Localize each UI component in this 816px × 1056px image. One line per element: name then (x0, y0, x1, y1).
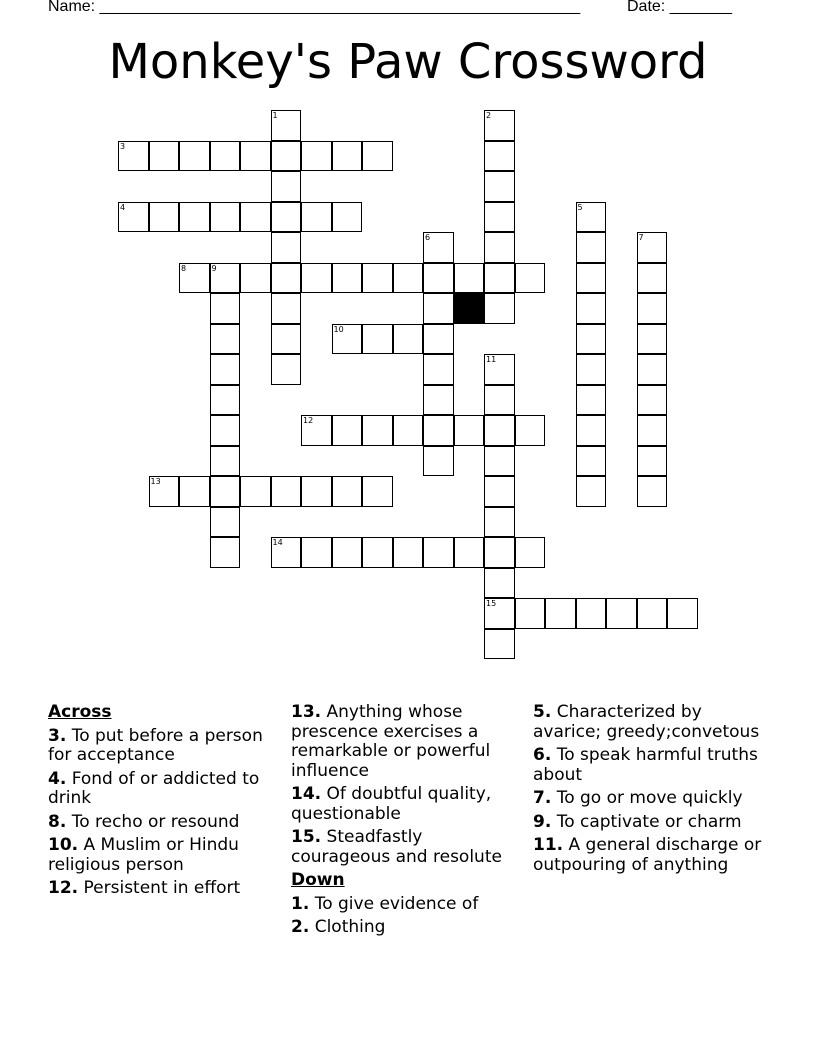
crossword-cell[interactable] (576, 415, 607, 446)
crossword-cell[interactable] (149, 476, 180, 507)
crossword-cell[interactable] (240, 263, 271, 294)
clue-item (533, 703, 773, 742)
crossword-cell[interactable] (484, 232, 515, 263)
clue-item (48, 836, 280, 875)
crossword-cell[interactable] (423, 354, 454, 385)
crossword-cell[interactable] (301, 476, 332, 507)
clue-item (291, 828, 523, 867)
crossword-cell[interactable] (484, 110, 515, 141)
clue-number: 2 (486, 111, 492, 120)
clue-item (291, 785, 523, 824)
crossword-cell[interactable] (484, 446, 515, 477)
crossword-cell[interactable] (301, 202, 332, 233)
crossword-cell[interactable] (545, 598, 576, 629)
crossword-cell[interactable] (667, 598, 698, 629)
crossword-cell[interactable] (576, 446, 607, 477)
crossword-cell[interactable] (210, 415, 241, 446)
clue-item (291, 703, 523, 781)
clue-item-number: 5. (533, 702, 552, 722)
clue-item (48, 813, 280, 833)
crossword-cell[interactable] (637, 293, 668, 324)
crossword-cell[interactable] (271, 293, 302, 324)
crossword-cell[interactable] (606, 598, 637, 629)
clue-number: 4 (120, 202, 126, 212)
crossword-cell[interactable] (393, 324, 424, 355)
crossword-cell[interactable] (271, 476, 302, 507)
clue-number: 14 (272, 538, 283, 547)
crossword-cell[interactable] (301, 141, 332, 172)
clue-item-number: 7. (533, 788, 552, 808)
crossword-cell[interactable] (484, 293, 515, 324)
crossword-cell[interactable] (118, 202, 149, 233)
name-label: Name: (48, 0, 96, 15)
across-heading: Across (48, 702, 112, 722)
crossword-cell[interactable] (179, 263, 210, 294)
crossword-cell[interactable] (637, 385, 668, 416)
crossword-cell[interactable] (210, 385, 241, 416)
clue-item-text: To go or move quickly (551, 788, 743, 808)
crossword-cell[interactable] (118, 141, 149, 172)
crossword-cell[interactable] (210, 446, 241, 477)
crossword-cell[interactable] (576, 263, 607, 294)
clue-item-number: 11. (533, 835, 564, 855)
crossword-cell[interactable] (271, 202, 302, 233)
clue-item (533, 836, 773, 875)
crossword-cell[interactable] (393, 537, 424, 568)
clue-item (48, 727, 280, 766)
crossword-cell[interactable] (210, 476, 241, 507)
clue-number: 15 (486, 599, 497, 608)
crossword-cell[interactable] (362, 324, 393, 355)
clue-item-text: Characterized by avarice; greedy;convetous (533, 702, 760, 742)
clue-item-number: 4. (48, 768, 67, 789)
crossword-cell[interactable] (240, 141, 271, 172)
clue-item-number: 3. (48, 725, 67, 746)
crossword-cell[interactable] (637, 415, 668, 446)
clue-item-text: To recho or resound (66, 811, 240, 832)
crossword-cell[interactable] (210, 354, 241, 385)
down-clue-list (291, 895, 523, 938)
crossword-cell[interactable] (210, 293, 241, 324)
clue-item-number: 14. (291, 784, 322, 804)
crossword-cell[interactable] (576, 202, 607, 233)
crossword-cell[interactable] (423, 293, 454, 324)
crossword-cell[interactable] (179, 202, 210, 233)
crossword-cell[interactable] (271, 324, 302, 355)
clue-item (533, 789, 773, 809)
crossword-cell[interactable] (240, 476, 271, 507)
crossword-cell[interactable] (637, 446, 668, 477)
crossword-cell[interactable] (484, 385, 515, 416)
clue-number: 13 (150, 477, 161, 486)
crossword-cell[interactable] (515, 537, 546, 568)
crossword-cell[interactable] (484, 507, 515, 538)
clue-item-text: Of doubtful quality, questionable (291, 784, 492, 824)
clue-number: 8 (181, 263, 187, 273)
crossword-cell[interactable] (637, 232, 668, 263)
clue-item-number: 9. (533, 811, 552, 832)
clue-item-text: Persistent in effort (78, 878, 241, 898)
crossword-cell[interactable] (393, 263, 424, 294)
crossword-cell[interactable] (332, 202, 363, 233)
crossword-cell[interactable] (576, 385, 607, 416)
crossword-cell[interactable] (393, 415, 424, 446)
clue-number: 1 (272, 111, 278, 120)
crossword-cell[interactable] (362, 537, 393, 568)
crossword-cell[interactable] (362, 263, 393, 294)
clue-item-number: 2. (291, 917, 310, 937)
crossword-cell[interactable] (515, 263, 546, 294)
crossword-cell[interactable] (484, 568, 515, 599)
clue-item-text: Clothing (309, 917, 386, 937)
crossword-cell[interactable] (637, 354, 668, 385)
clue-item-text: Anything whose prescence exercises a remarkable or powerful influence (291, 702, 491, 781)
crossword-cell[interactable] (149, 202, 180, 233)
clue-item-number: 12. (48, 878, 79, 898)
crossword-cell[interactable] (362, 141, 393, 172)
crossword-cell[interactable] (576, 354, 607, 385)
crossword-cell[interactable] (301, 537, 332, 568)
crossword-cell[interactable] (332, 263, 363, 294)
clue-item-number: 10. (48, 835, 79, 855)
crossword-cell[interactable] (576, 293, 607, 324)
crossword-cell[interactable] (210, 202, 241, 233)
clue-item-number: 15. (291, 827, 322, 847)
clues-column-3 (533, 703, 773, 879)
crossword-cell[interactable] (271, 171, 302, 202)
name-line: ______________________________________________________ (99, 0, 581, 15)
clue-number: 12 (303, 416, 314, 425)
crossword-cell[interactable] (271, 537, 302, 568)
crossword-cell[interactable] (271, 141, 302, 172)
clue-item (533, 746, 773, 785)
down-heading: Down (291, 870, 345, 890)
crossword-black-cell (454, 293, 485, 324)
crossword-cell[interactable] (484, 629, 515, 660)
crossword-cell[interactable] (332, 141, 363, 172)
crossword-cell[interactable] (271, 110, 302, 141)
crossword-cell[interactable] (210, 263, 241, 294)
crossword-cell[interactable] (423, 415, 454, 446)
crossword-cell[interactable] (637, 476, 668, 507)
clue-item (291, 918, 523, 938)
crossword-cell[interactable] (484, 354, 515, 385)
clue-item-text: To captivate or charm (551, 811, 742, 832)
crossword-cell[interactable] (179, 476, 210, 507)
clue-number: 9 (211, 263, 217, 273)
clues-column-1 (48, 703, 280, 903)
crossword-cell[interactable] (484, 476, 515, 507)
crossword-cell[interactable] (454, 415, 485, 446)
crossword-cell[interactable] (210, 141, 241, 172)
crossword-cell[interactable] (484, 171, 515, 202)
page-title: Monkey's Paw Crossword (108, 34, 708, 90)
crossword-cell[interactable] (332, 324, 363, 355)
crossword-cell[interactable] (484, 537, 515, 568)
crossword-cell[interactable] (210, 537, 241, 568)
crossword-cell[interactable] (210, 507, 241, 538)
crossword-cell[interactable] (332, 537, 363, 568)
crossword-cell[interactable] (271, 232, 302, 263)
date-label: Date: (627, 0, 666, 15)
clue-item-number: 6. (533, 745, 552, 765)
clue-item-number: 13. (291, 702, 322, 722)
crossword-cell[interactable] (637, 263, 668, 294)
crossword-cell[interactable] (637, 598, 668, 629)
crossword-cell[interactable] (515, 415, 546, 446)
crossword-cell[interactable] (576, 324, 607, 355)
clue-item-text: To give evidence of (309, 893, 479, 914)
clue-item (48, 770, 280, 809)
crossword-cell[interactable] (423, 263, 454, 294)
crossword-cell[interactable] (301, 415, 332, 446)
crossword-cell[interactable] (484, 202, 515, 233)
clue-item-text: Steadfastly courageous and resolute (291, 827, 502, 867)
clue-number: 6 (425, 233, 431, 242)
clue-item-text: A general discharge or outpouring of anything (533, 835, 762, 875)
clue-item-text: To speak harmful truths about (533, 745, 758, 785)
crossword-cell[interactable] (332, 476, 363, 507)
crossword-cell[interactable] (149, 141, 180, 172)
clue-number: 5 (577, 202, 583, 212)
crossword-cell[interactable] (576, 476, 607, 507)
crossword-cell[interactable] (484, 415, 515, 446)
crossword-cell[interactable] (454, 537, 485, 568)
clue-item-text: Fond of or addicted to drink (48, 768, 260, 808)
crossword-cell[interactable] (484, 141, 515, 172)
crossword-cell[interactable] (362, 476, 393, 507)
crossword-cell[interactable] (210, 324, 241, 355)
clue-item-text: A Muslim or Hindu religious person (48, 835, 239, 875)
crossword-cell[interactable] (423, 232, 454, 263)
clue-item-number: 1. (291, 893, 310, 914)
crossword-cell[interactable] (301, 263, 332, 294)
clue-number: 10 (333, 324, 344, 334)
crossword-cell[interactable] (637, 324, 668, 355)
clue-item-number: 8. (48, 811, 67, 832)
clues-column-2 (291, 703, 523, 942)
down-clue-list-continued (533, 703, 773, 875)
crossword-cell[interactable] (484, 598, 515, 629)
crossword-cell[interactable] (484, 263, 515, 294)
clue-number: 11 (486, 355, 497, 364)
crossword-cell[interactable] (271, 263, 302, 294)
clue-item (48, 879, 280, 899)
crossword-cell[interactable] (271, 354, 302, 385)
clue-item (533, 813, 773, 833)
crossword-cell[interactable] (576, 232, 607, 263)
crossword-cell[interactable] (576, 598, 607, 629)
date-line: _______ (669, 0, 732, 15)
clue-number: 3 (120, 141, 126, 151)
across-clue-list-continued (291, 703, 523, 867)
crossword-cell[interactable] (423, 385, 454, 416)
crossword-cell[interactable] (362, 415, 393, 446)
across-clue-list (48, 727, 280, 899)
crossword-cell[interactable] (240, 202, 271, 233)
crossword-cell[interactable] (332, 415, 363, 446)
crossword-cell[interactable] (423, 324, 454, 355)
crossword-cell[interactable] (423, 446, 454, 477)
crossword-cell[interactable] (179, 141, 210, 172)
crossword-cell[interactable] (515, 598, 546, 629)
clue-number: 7 (638, 233, 644, 242)
crossword-cell[interactable] (454, 263, 485, 294)
clue-item-text: To put before a person for acceptance (48, 725, 263, 765)
clue-item (291, 895, 523, 915)
crossword-cell[interactable] (423, 537, 454, 568)
